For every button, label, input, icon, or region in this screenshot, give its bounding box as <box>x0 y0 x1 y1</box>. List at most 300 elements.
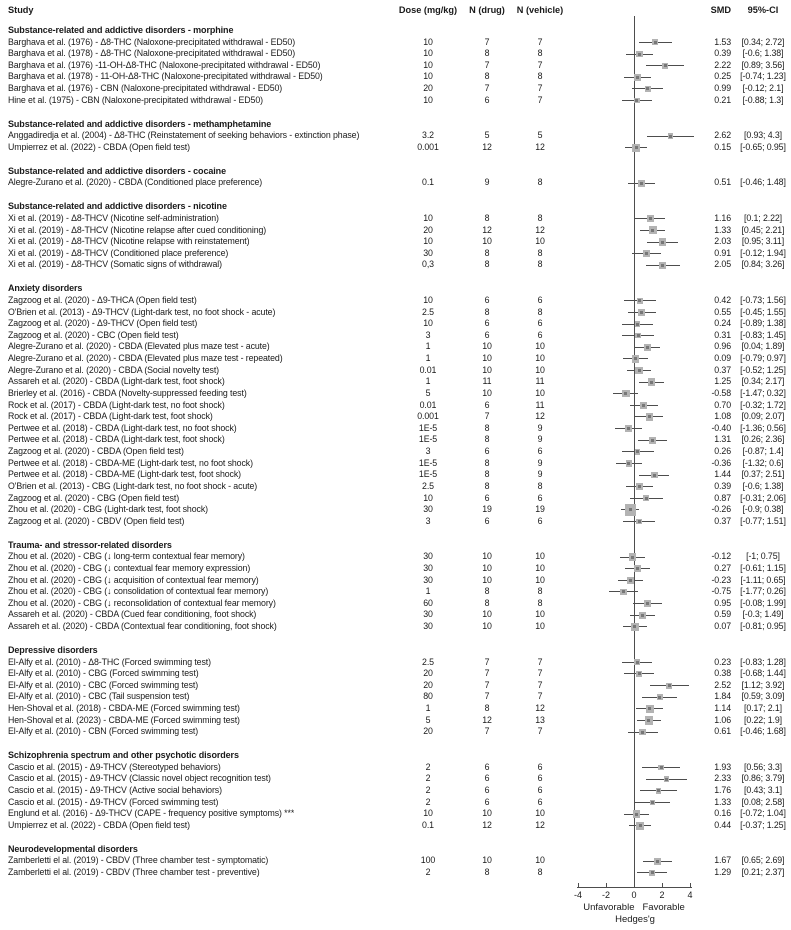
smd-value: 0.55 <box>714 306 731 317</box>
dose-value: 0.1 <box>422 177 434 188</box>
ci-value: [0.26; 2.36] <box>741 434 785 445</box>
section-header: Substance-related and addictive disorders - nicotine <box>8 201 227 212</box>
effect-marker-center <box>650 381 653 384</box>
study-label: Zagzoog et al. (2020) - CBG (Open field test) <box>8 492 180 503</box>
ci-value: [0.04; 1.89] <box>741 341 785 352</box>
effect-marker-center <box>639 824 642 827</box>
study-label: Alegre-Zurano et al. (2020) - CBDA (Elevated plus maze test - repeated) <box>8 353 283 364</box>
ci-value: [-0.81; 0.95] <box>740 621 786 632</box>
study-label: El-Alfy et al. (2010) - CBN (Forced swimming test) <box>8 726 199 737</box>
effect-marker-center <box>645 252 648 255</box>
study-label: El-Alfy et al. (2010) - CBC (Tail suspension test) <box>8 691 190 702</box>
smd-value: -0.26 <box>711 504 731 515</box>
ci-value: [0.37; 2.51] <box>741 469 785 480</box>
effect-marker-center <box>638 485 641 488</box>
n-vehicle-value: 6 <box>537 773 543 784</box>
dose-value: 1E-5 <box>418 434 438 445</box>
section-header: Substance-related and addictive disorders - cocaine <box>8 165 226 176</box>
dose-value: 2.5 <box>422 306 434 317</box>
dose-value: 10 <box>423 808 433 819</box>
effect-marker-center <box>638 369 641 372</box>
study-label: Zhou et al. (2020) - CBG (↓ acquisition of contextual fear memory) <box>8 574 259 585</box>
x-axis-tick-label: 2 <box>659 890 665 900</box>
n-vehicle-value: 6 <box>537 761 543 772</box>
dose-value: 3 <box>425 329 431 340</box>
dose-value: 20 <box>423 679 433 690</box>
study-label: Pertwee et al. (2018) - CBDA (Light-dark test, no foot shock) <box>8 422 237 433</box>
dose-value: 10 <box>423 294 433 305</box>
smd-value: 0.51 <box>714 177 731 188</box>
smd-value: -0.40 <box>711 422 731 433</box>
column-header-smd: SMD <box>710 5 731 15</box>
ci-value: [-0.12; 1.94] <box>740 247 786 258</box>
effect-marker-center <box>651 439 654 442</box>
smd-value: 0.39 <box>714 480 731 491</box>
n-drug-value: 10 <box>482 353 492 364</box>
n-vehicle-value: 10 <box>535 353 545 364</box>
dose-value: 0,3 <box>422 259 434 270</box>
n-drug-value: 8 <box>484 434 490 445</box>
effect-marker-center <box>635 813 638 816</box>
n-vehicle-value: 7 <box>537 679 543 690</box>
n-vehicle-value: 9 <box>537 469 543 480</box>
effect-marker-center <box>660 766 663 769</box>
n-vehicle-value: 7 <box>537 83 543 94</box>
column-header-ci: 95%-CI <box>747 5 779 15</box>
ci-value: [-0.83; 1.45] <box>740 329 786 340</box>
n-vehicle-value: 7 <box>537 94 543 105</box>
n-drug-value: 6 <box>484 399 490 410</box>
n-vehicle-value: 10 <box>535 551 545 562</box>
ci-value: [-0.88; 1.3] <box>742 94 784 105</box>
smd-value: 1.06 <box>714 714 731 725</box>
ci-value: [-1.77; 0.26] <box>740 586 786 597</box>
effect-marker-center <box>646 87 649 90</box>
dose-value: 1E-5 <box>418 469 438 480</box>
section-header: Schizophrenia spectrum and other psychotic disorders <box>8 750 239 761</box>
smd-value: 0.91 <box>714 247 731 258</box>
ci-value: [0.1; 2.22] <box>743 212 783 223</box>
ci-value: [-0.9; 0.38] <box>742 504 784 515</box>
n-drug-value: 8 <box>484 703 490 714</box>
study-label: Alegre-Zurano et al. (2020) - CBDA (Social novelty test) <box>8 364 219 375</box>
n-vehicle-value: 8 <box>537 586 543 597</box>
n-vehicle-value: 19 <box>535 504 545 515</box>
smd-value: 1.25 <box>714 376 731 387</box>
n-vehicle-value: 10 <box>535 364 545 375</box>
section-header: Substance-related and addictive disorders - methamphetamine <box>8 118 272 129</box>
n-drug-value: 10 <box>482 621 492 632</box>
effect-marker-center <box>636 450 639 453</box>
effect-marker-center <box>669 135 672 138</box>
n-drug-value: 12 <box>482 224 492 235</box>
dose-value: 1E-5 <box>418 422 438 433</box>
smd-value: 1.14 <box>714 703 731 714</box>
ci-value: [-1.32; 0.6] <box>742 457 784 468</box>
effect-marker-center <box>638 520 641 523</box>
n-drug-value: 6 <box>484 515 490 526</box>
n-vehicle-value: 12 <box>535 819 545 830</box>
dose-value: 10 <box>423 48 433 59</box>
smd-value: 0.21 <box>714 94 731 105</box>
n-vehicle-value: 6 <box>537 796 543 807</box>
effect-marker-center <box>661 241 664 244</box>
n-drug-value: 10 <box>482 341 492 352</box>
n-vehicle-value: 8 <box>537 306 543 317</box>
n-vehicle-value: 6 <box>537 446 543 457</box>
ci-value: [-0.46; 1.68] <box>740 726 786 737</box>
study-label: Barghava et al. (1978) - 11-OH-Δ8-THC (Naloxone-precipitated withdrawal - ED50) <box>8 71 323 82</box>
study-label: Xi et al. (2019) - Δ8-THCV (Nicotine relapse with reinstatement) <box>8 236 250 247</box>
x-axis-title: Hedges'g <box>615 914 655 925</box>
x-axis-tick-label: -4 <box>573 890 582 900</box>
ci-value: [-0.32; 1.72] <box>740 399 786 410</box>
effect-marker-center <box>661 264 664 267</box>
ci-value: [0.89; 3.56] <box>741 59 785 70</box>
effect-marker-center <box>638 672 641 675</box>
n-vehicle-value: 8 <box>537 48 543 59</box>
effect-marker-center <box>654 41 657 44</box>
n-vehicle-value: 8 <box>537 71 543 82</box>
study-label: Xi et al. (2019) - Δ8-THCV (Nicotine relapse after cued conditioning) <box>8 224 267 235</box>
ci-value: [-0.72; 1.04] <box>740 808 786 819</box>
dose-value: 2 <box>425 785 431 796</box>
n-drug-value: 6 <box>484 318 490 329</box>
study-label: Englund et al. (2016) - Δ9-THCV (CAPE - frequency positive symptoms) *** <box>8 808 295 819</box>
dose-value: 2 <box>425 796 431 807</box>
n-vehicle-value: 6 <box>537 515 543 526</box>
axis-direction-labels <box>504 902 764 913</box>
n-drug-value: 9 <box>484 177 490 188</box>
ci-value: [-1.47; 0.32] <box>740 387 786 398</box>
ci-value: [-0.37; 1.25] <box>740 819 786 830</box>
study-label: Alegre-Zurano et al. (2020) - CBDA (Elevated plus maze test - acute) <box>8 341 270 352</box>
dose-value: 30 <box>423 504 433 515</box>
dose-value: 0.01 <box>419 399 437 410</box>
effect-marker-center <box>629 508 632 511</box>
study-label: Zamberletti el al. (2019) - CBDV (Three chamber test - preventive) <box>8 867 260 878</box>
study-label: Barghava et al. (1978) - Δ8-THC (Naloxone-precipitated withdrawal - ED50) <box>8 48 296 59</box>
section-header: Anxiety disorders <box>8 283 83 294</box>
n-vehicle-value: 13 <box>535 714 545 725</box>
n-vehicle-value: 8 <box>537 597 543 608</box>
n-vehicle-value: 6 <box>537 294 543 305</box>
smd-value: 0.44 <box>714 819 731 830</box>
x-axis-tick <box>578 883 579 887</box>
ci-value: [0.65; 2.69] <box>741 855 785 866</box>
smd-value: 0.70 <box>714 399 731 410</box>
ci-value: [0.34; 2.72] <box>741 36 785 47</box>
n-drug-value: 6 <box>484 94 490 105</box>
study-label: Cascio et al. (2015) - Δ9-THCV (Stereotyped behaviors) <box>8 761 221 772</box>
n-drug-value: 7 <box>484 679 490 690</box>
smd-value: 1.29 <box>714 867 731 878</box>
study-label: Umpierrez et al. (2022) - CBDA (Open field test) <box>8 141 190 152</box>
smd-value: 0.96 <box>714 341 731 352</box>
study-label: Xi et al. (2019) - Δ8-THCV (Somatic signs of withdrawal) <box>8 259 222 270</box>
effect-marker-center <box>649 217 652 220</box>
effect-marker-center <box>657 789 660 792</box>
n-vehicle-value: 8 <box>537 177 543 188</box>
n-vehicle-value: 5 <box>537 130 543 141</box>
effect-marker-center <box>647 719 650 722</box>
x-axis-tick <box>662 883 663 887</box>
smd-value: 2.05 <box>714 259 731 270</box>
ci-value: [-0.73; 1.56] <box>740 294 786 305</box>
smd-value: 0.95 <box>714 597 731 608</box>
n-vehicle-value: 7 <box>537 726 543 737</box>
dose-value: 1 <box>425 376 431 387</box>
n-drug-value: 8 <box>484 259 490 270</box>
ci-value: [-0.79; 0.97] <box>740 353 786 364</box>
n-drug-value: 6 <box>484 785 490 796</box>
ci-value: [0.95; 3.11] <box>741 236 785 247</box>
smd-value: 0.09 <box>714 353 731 364</box>
study-label: El-Alfy et al. (2010) - CBC (Forced swimming test) <box>8 679 199 690</box>
effect-marker-center <box>640 311 643 314</box>
dose-value: 10 <box>423 212 433 223</box>
n-drug-value: 6 <box>484 294 490 305</box>
n-vehicle-value: 8 <box>537 480 543 491</box>
dose-value: 30 <box>423 621 433 632</box>
dose-value: 20 <box>423 668 433 679</box>
ci-value: [-1.11; 0.65] <box>740 574 786 585</box>
dose-value: 30 <box>423 247 433 258</box>
ci-value: [-1; 0.75] <box>746 551 780 562</box>
smd-value: 0.87 <box>714 492 731 503</box>
n-vehicle-value: 7 <box>537 59 543 70</box>
n-drug-value: 7 <box>484 726 490 737</box>
dose-value: 2 <box>425 867 431 878</box>
n-drug-value: 8 <box>484 480 490 491</box>
study-label: Zagzoog et al. (2020) - CBDV (Open field test) <box>8 515 185 526</box>
study-label: Hine et al. (1975) - CBN (Naloxone-precipitated withdrawal - ED50) <box>8 94 263 105</box>
smd-value: -0.75 <box>711 586 731 597</box>
x-axis-line <box>577 887 692 888</box>
study-label: Zhou et al. (2020) - CBG (↓ consolidation of contextual fear memory) <box>8 586 269 597</box>
dose-value: 0.01 <box>419 364 437 375</box>
n-vehicle-value: 9 <box>537 457 543 468</box>
smd-value: 0.16 <box>714 808 731 819</box>
study-label: Zagzoog et al. (2020) - CBDA (Open field test) <box>8 446 184 457</box>
ci-value: [-0.6; 1.38] <box>742 480 784 491</box>
study-label: Pertwee et al. (2018) - CBDA (Light-dark test, foot shock) <box>8 434 225 445</box>
effect-marker-center <box>651 229 654 232</box>
n-drug-value: 12 <box>482 141 492 152</box>
n-drug-value: 6 <box>484 796 490 807</box>
ci-value: [-1.36; 0.56] <box>740 422 786 433</box>
n-vehicle-value: 7 <box>537 691 543 702</box>
n-drug-value: 10 <box>482 808 492 819</box>
effect-marker-center <box>634 357 637 360</box>
smd-value: 0.25 <box>714 71 731 82</box>
n-drug-value: 19 <box>482 504 492 515</box>
dose-value: 30 <box>423 574 433 585</box>
study-label: Xi et al. (2019) - Δ8-THCV (Nicotine self-administration) <box>8 212 219 223</box>
study-label: Hen-Shoval et al. (2023) - CBDA-ME (Forced swimming test) <box>8 714 240 725</box>
smd-value: 1.33 <box>714 224 731 235</box>
smd-value: 0.39 <box>714 48 731 59</box>
smd-value: 2.33 <box>714 773 731 784</box>
ci-value: [-0.45; 1.55] <box>740 306 786 317</box>
smd-value: 1.53 <box>714 36 731 47</box>
effect-marker-center <box>641 731 644 734</box>
n-drug-value: 12 <box>482 819 492 830</box>
effect-marker-center <box>648 415 651 418</box>
dose-value: 30 <box>423 609 433 620</box>
n-drug-value: 8 <box>484 48 490 59</box>
dose-value: 1 <box>425 703 431 714</box>
n-drug-value: 7 <box>484 668 490 679</box>
study-label: Assareh et al. (2020) - CBDA (Contextual fear conditioning, foot shock) <box>8 621 277 632</box>
study-label: O'Brien et al. (2013) - CBG (Light-dark test, no foot shock - acute) <box>8 480 258 491</box>
smd-value: -0.23 <box>711 574 731 585</box>
n-drug-value: 7 <box>484 411 490 422</box>
ci-value: [-0.08; 1.99] <box>740 597 786 608</box>
n-drug-value: 12 <box>482 714 492 725</box>
section-header: Trauma- and stressor-related disorders <box>8 539 172 550</box>
dose-value: 3 <box>425 446 431 457</box>
n-drug-value: 8 <box>484 469 490 480</box>
smd-value: 2.22 <box>714 59 731 70</box>
effect-marker-center <box>658 696 661 699</box>
n-drug-value: 10 <box>482 562 492 573</box>
n-drug-value: 6 <box>484 446 490 457</box>
smd-value: -0.58 <box>711 387 731 398</box>
dose-value: 2 <box>425 761 431 772</box>
n-vehicle-value: 11 <box>535 399 545 410</box>
effect-marker-center <box>627 462 630 465</box>
n-vehicle-value: 10 <box>535 609 545 620</box>
dose-value: 30 <box>423 551 433 562</box>
n-vehicle-value: 10 <box>535 236 545 247</box>
dose-value: 80 <box>423 691 433 702</box>
n-vehicle-value: 12 <box>535 141 545 152</box>
n-vehicle-value: 8 <box>537 247 543 258</box>
n-vehicle-value: 11 <box>535 376 545 387</box>
n-drug-value: 10 <box>482 236 492 247</box>
smd-value: 2.62 <box>714 130 731 141</box>
smd-value: 0.37 <box>714 364 731 375</box>
dose-value: 0.1 <box>422 819 434 830</box>
n-vehicle-value: 10 <box>535 562 545 573</box>
study-label: Barghava et al. (1976) -11-OH-Δ8-THC (Naloxone-precipitated withdrawal - ED50) <box>8 59 321 70</box>
n-vehicle-value: 8 <box>537 212 543 223</box>
x-axis-tick-label: 0 <box>631 890 637 900</box>
study-label: Zhou et al. (2020) - CBG (↓ contextual fear memory expression) <box>8 562 251 573</box>
ci-value: [-0.61; 1.15] <box>740 562 786 573</box>
dose-value: 100 <box>420 855 436 866</box>
dose-value: 20 <box>423 83 433 94</box>
dose-value: 1 <box>425 341 431 352</box>
smd-value: 0.59 <box>714 609 731 620</box>
dose-value: 60 <box>423 597 433 608</box>
n-vehicle-value: 8 <box>537 259 543 270</box>
study-label: Cascio et al. (2015) - Δ9-THCV (Classic novel object recognition test) <box>8 773 271 784</box>
study-label: O'Brien et al. (2013) - Δ9-THCV (Light-dark test, no foot shock - acute) <box>8 306 276 317</box>
x-axis-tick-label: -2 <box>601 890 610 900</box>
ci-value: [0.34; 2.17] <box>741 376 785 387</box>
n-drug-value: 5 <box>484 130 490 141</box>
study-label: Zamberletti el al. (2019) - CBDV (Three chamber test - symptomatic) <box>8 855 269 866</box>
dose-value: 1E-5 <box>418 457 438 468</box>
dose-value: 10 <box>423 94 433 105</box>
n-drug-value: 6 <box>484 492 490 503</box>
effect-marker-center <box>653 474 656 477</box>
ci-value: [0.08; 2.58] <box>741 796 785 807</box>
dose-value: 20 <box>423 224 433 235</box>
effect-marker-center <box>645 497 648 500</box>
study-label: Zhou et al. (2020) - CBG (↓ long-term contextual fear memory) <box>8 551 245 562</box>
study-label: Assareh et al. (2020) - CBDA (Light-dark test, foot shock) <box>8 376 225 387</box>
effect-marker-center <box>633 625 636 628</box>
n-drug-value: 7 <box>484 36 490 47</box>
ci-value: [0.22; 1.9] <box>743 714 783 725</box>
section-header: Neurodevelopmental disorders <box>8 843 138 854</box>
dose-value: 2 <box>425 773 431 784</box>
ci-value: [-0.74; 1.23] <box>740 71 786 82</box>
dose-value: 1 <box>425 353 431 364</box>
ci-value: [-0.65; 0.95] <box>740 141 786 152</box>
n-vehicle-value: 9 <box>537 422 543 433</box>
effect-marker-center <box>638 299 641 302</box>
effect-marker-center <box>651 871 654 874</box>
smd-value: -0.36 <box>711 457 731 468</box>
study-label: Barghava et al. (1976) - CBN (Naloxone-precipitated withdrawal - ED50) <box>8 83 283 94</box>
study-label: Rock et al. (2017) - CBDA (Light-dark test, no foot shock) <box>8 399 225 410</box>
n-drug-value: 8 <box>484 586 490 597</box>
ci-value: [0.84; 3.26] <box>741 259 785 270</box>
smd-value: 1.44 <box>714 469 731 480</box>
ci-value: [0.56; 3.3] <box>743 761 783 772</box>
axis-label-favorable: Favorable <box>642 902 685 913</box>
effect-marker-center <box>640 182 643 185</box>
smd-value: 1.93 <box>714 761 731 772</box>
study-label: El-Alfy et al. (2010) - CBG (Forced swimming test) <box>8 668 199 679</box>
n-vehicle-value: 7 <box>537 36 543 47</box>
x-axis-tick <box>606 883 607 887</box>
ci-value: [0.45; 2.21] <box>741 224 785 235</box>
x-axis-tick <box>634 883 635 887</box>
study-label: Brierley et al. (2016) - CBDA (Novelty-suppressed feeding test) <box>8 387 247 398</box>
dose-value: 10 <box>423 36 433 47</box>
study-label: Pertwee et al. (2018) - CBDA-ME (Light-dark test, foot shock) <box>8 469 241 480</box>
n-drug-value: 10 <box>482 364 492 375</box>
n-drug-value: 7 <box>484 656 490 667</box>
smd-value: 0.38 <box>714 668 731 679</box>
ci-value: [-0.31; 2.06] <box>740 492 786 503</box>
column-header-study: Study <box>8 5 34 15</box>
effect-marker-center <box>627 427 630 430</box>
dose-value: 10 <box>423 492 433 503</box>
n-drug-value: 8 <box>484 597 490 608</box>
ci-value: [0.09; 2.07] <box>741 411 785 422</box>
n-vehicle-value: 6 <box>537 318 543 329</box>
ci-value: [-0.68; 1.44] <box>740 668 786 679</box>
study-label: Alegre-Zurano et al. (2020) - CBDA (Conditioned place preference) <box>8 177 263 188</box>
study-label: Barghava et al. (1976) - Δ8-THC (Naloxone-precipitated withdrawal - ED50) <box>8 36 296 47</box>
smd-value: 0.24 <box>714 318 731 329</box>
smd-value: 1.31 <box>714 434 731 445</box>
dose-value: 0.001 <box>417 141 439 152</box>
dose-value: 2.5 <box>422 656 434 667</box>
effect-marker-center <box>665 778 668 781</box>
n-vehicle-value: 10 <box>535 574 545 585</box>
smd-value: 0.23 <box>714 656 731 667</box>
effect-marker-center <box>635 99 638 102</box>
axis-label-unfavorable: Unfavorable <box>583 902 635 913</box>
effect-marker-center <box>638 53 641 56</box>
